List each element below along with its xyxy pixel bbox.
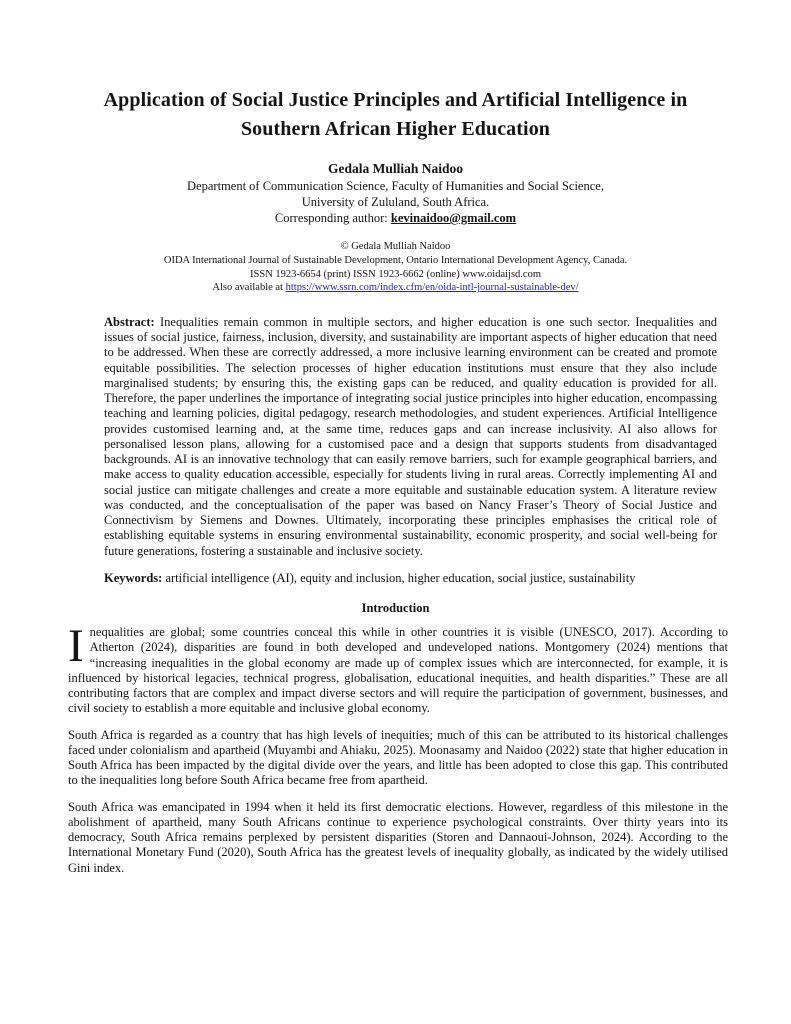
introduction-paragraph-1-text: nequalities are global; some countries conceal this while in other countries it is visible (UNESCO, 2017). According to Atherton (2024), disparities are found in both developed and undeveloped nations. Montgomery (2024) mentions that “increasing inequalities in the global economy are made up of complex issues which are interconnected, for example, it is influenced by historical legacies, technical progress, globalisation, educational inequities, and health disparities.” These are all contributing factors that are complex and impact diverse sectors and will require the participation of government, businesses, and civil society to establish a more equitable and inclusive global economy. <box>68 625 728 716</box>
introduction-heading: Introduction <box>361 601 430 616</box>
author-name: Gedala Mulliah Naidoo <box>327 161 464 176</box>
introduction-paragraph-1 <box>68 620 728 717</box>
abstract-text: Inequalities remain common in multiple sectors, and higher education is one such sector. Inequalities and issues of social justice, fairness, inclusion, diversity, and sustainability are important aspects of higher education that need to be addressed. When these are correctly addressed, a more inclusive learning environment can be created and promote equitable possibilities. The selection processes of higher education institutions must ensure that they also include marginalised students; by ensuring this, the existing gaps can be reduced, and quality education is provided for all. Therefore, the paper underlines the importance of integrating social justice principles into higher education, encompassing teaching and learning policies, digital pedagogy, research methodologies, and student experiences. Artificial Intelligence provides customised learning and, at the same time, reduces gaps and can increase inclusivity. AI also allows for personalised lesson plans, allowing for a customised pace and a design that supports students from disadvantaged backgrounds. AI is an innovative technology that can easily remove barriers, such for example geographical barriers, and make access to quality education accessible, especially for students living in rural areas. Correctly implementing AI and social justice can mitigate challenges and create a more equitable and sustainable education system. A literature review was conducted, and the conceptualisation of the paper was based on Nancy Fraser’s Theory of Social Justice and Connectivism by Siemens and Downes. Ultimately, incorporating these principles emphasises the critical role of establishing equitable systems in ensuring environmental sustainability, economic prosperity, and social well-being for future generations, fostering a sustainable and inclusive society. <box>104 314 717 558</box>
availability-label: Also available at <box>212 282 286 294</box>
affiliation-line-2: University of Zululand, South Africa. <box>301 194 490 209</box>
journal-name-line: OIDA International Journal of Sustainable Development, Ontario International Development Agency, Canada. <box>163 254 628 266</box>
paper-title: Application of Social Justice Principles and Artificial Intelligence in Southern African Higher Education <box>103 89 688 140</box>
keywords <box>104 571 717 586</box>
introduction-paragraph-2: South Africa is regarded as a country that has high levels of inequities; much of this can be attributed to its historical challenges faced under colonialism and apartheid (Muyambi and Ahiaku, 2025). Moonasamy and Naidoo (2022) state that higher education in South Africa has been impacted by the digital divide over the years, and little has been adopted to close this gap. This contributed to the inequalities long before South Africa became free from apartheid. <box>68 727 728 788</box>
corresponding-email-link[interactable]: kevinaidoo@gmail.com <box>390 211 517 226</box>
issn-line: ISSN 1923-6654 (print) ISSN 1923-6662 (online) www.oidaijsd.com <box>250 268 541 280</box>
abstract-label: Abstract: <box>104 314 155 329</box>
availability-line <box>0 281 791 295</box>
copyright-line: © Gedala Mulliah Naidoo <box>340 241 451 253</box>
corresponding-author-label: Corresponding author: <box>274 211 391 226</box>
keywords-label: Keywords: <box>104 570 163 585</box>
journal-imprint <box>0 240 791 295</box>
drop-cap: I <box>68 620 84 673</box>
abstract <box>104 315 717 559</box>
introduction-paragraph-3: South Africa was emancipated in 1994 when it held its first democratic elections. However, regardless of this milestone in the abolishment of apartheid, many South Africans continue to experience psychological constraints. Over thirty years into its democracy, South Africa remains perplexed by persistent disparities (Storen and Dannaoui-Johnson, 2024). According to the International Monetary Fund (2020), South Africa has the greatest levels of inequality globally, as indicated by the widely utilised Gini index. <box>68 799 728 875</box>
ssrn-url-link[interactable]: https://www.ssrn.com/index.cfm/en/oida-intl-journal-sustainable-dev/ <box>285 282 579 294</box>
corresponding-author-line <box>0 210 791 226</box>
affiliation-line-1: Department of Communication Science, Faculty of Humanities and Social Science, <box>187 178 604 193</box>
paper-header <box>0 0 791 226</box>
introduction-section <box>68 620 728 876</box>
keywords-text: artificial intelligence (AI), equity and inclusion, higher education, social justice, sustainability <box>162 570 636 585</box>
